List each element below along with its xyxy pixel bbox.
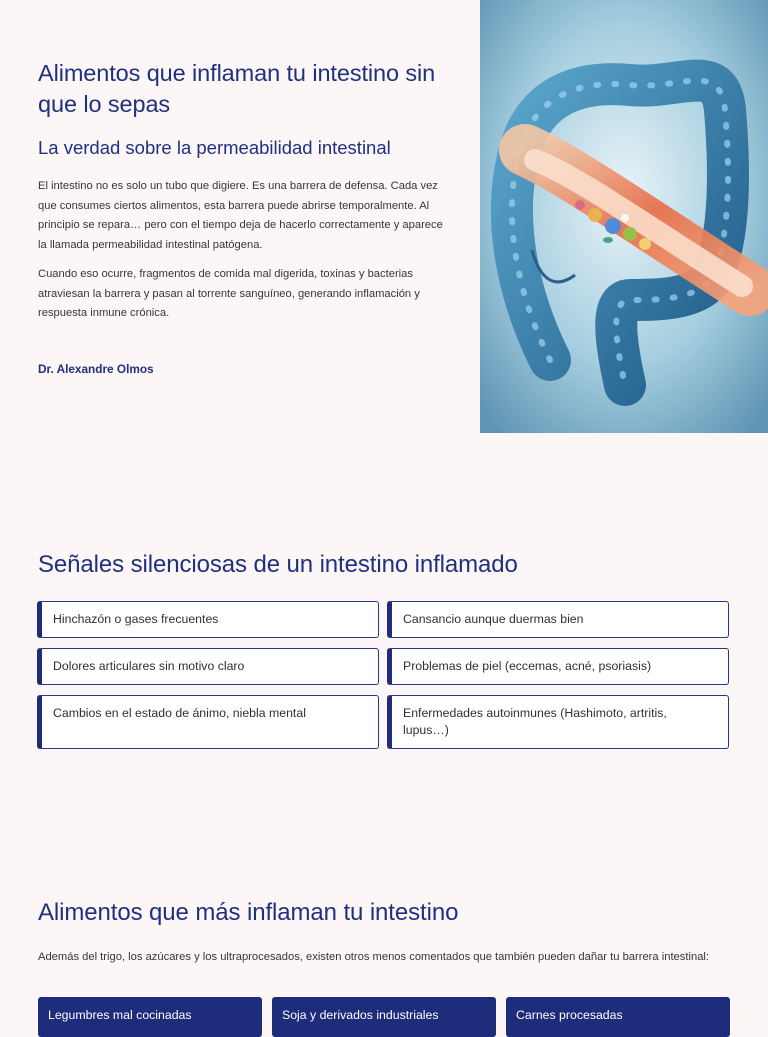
author-name: Dr. Alexandre Olmos xyxy=(38,361,154,376)
foods-section-title: Alimentos que más inflaman tu intestino xyxy=(38,899,459,926)
signs-grid xyxy=(37,601,729,749)
page-title: Alimentos que inflaman tu intestino sin que lo sepas xyxy=(38,60,436,117)
intestine-illustration-icon xyxy=(480,0,768,433)
sign-card: Cansancio aunque duermas bien xyxy=(387,601,729,638)
sign-card: Hinchazón o gases frecuentes xyxy=(37,601,379,638)
sign-card: Cambios en el estado de ánimo, niebla mental xyxy=(37,695,379,749)
intro-paragraph-1: El intestino no es solo un tubo que digiere. Es una barrera de defensa. Cada vez que consumes ciertos alimentos, esta barrera puede abrirse temporalmente. Al principio se repara… pero con el tiempo deja de hacerlo correctamente y aparece la llamada permeabilidad intestinal patógena. xyxy=(38,180,443,251)
foods-intro: Además del trigo, los azúcares y los ultraprocesados, existen otros menos comentados que también pueden dañar tu barrera intestinal: xyxy=(38,951,710,963)
sign-card: Dolores articulares sin motivo claro xyxy=(37,648,379,685)
page-subtitle: La verdad sobre la permeabilidad intestinal xyxy=(38,137,391,158)
food-card: Legumbres mal cocinadas xyxy=(38,997,262,1037)
food-card: Soja y derivados industriales xyxy=(272,997,496,1037)
foods-list xyxy=(38,997,730,1037)
signs-section-title: Señales silenciosas de un intestino inflamado xyxy=(38,551,518,578)
intro-paragraph-2: Cuando eso ocurre, fragmentos de comida mal digerida, toxinas y bacterias atraviesan la barrera y pasan al torrente sanguíneo, generando inflamación y respuesta inmune crónica. xyxy=(38,268,420,319)
food-card: Carnes procesadas xyxy=(506,997,730,1037)
sign-card: Problemas de piel (eccemas, acné, psoriasis) xyxy=(387,648,729,685)
hero-text xyxy=(38,58,448,376)
sign-card: Enfermedades autoinmunes (Hashimoto, artritis, lupus…) xyxy=(387,695,729,749)
